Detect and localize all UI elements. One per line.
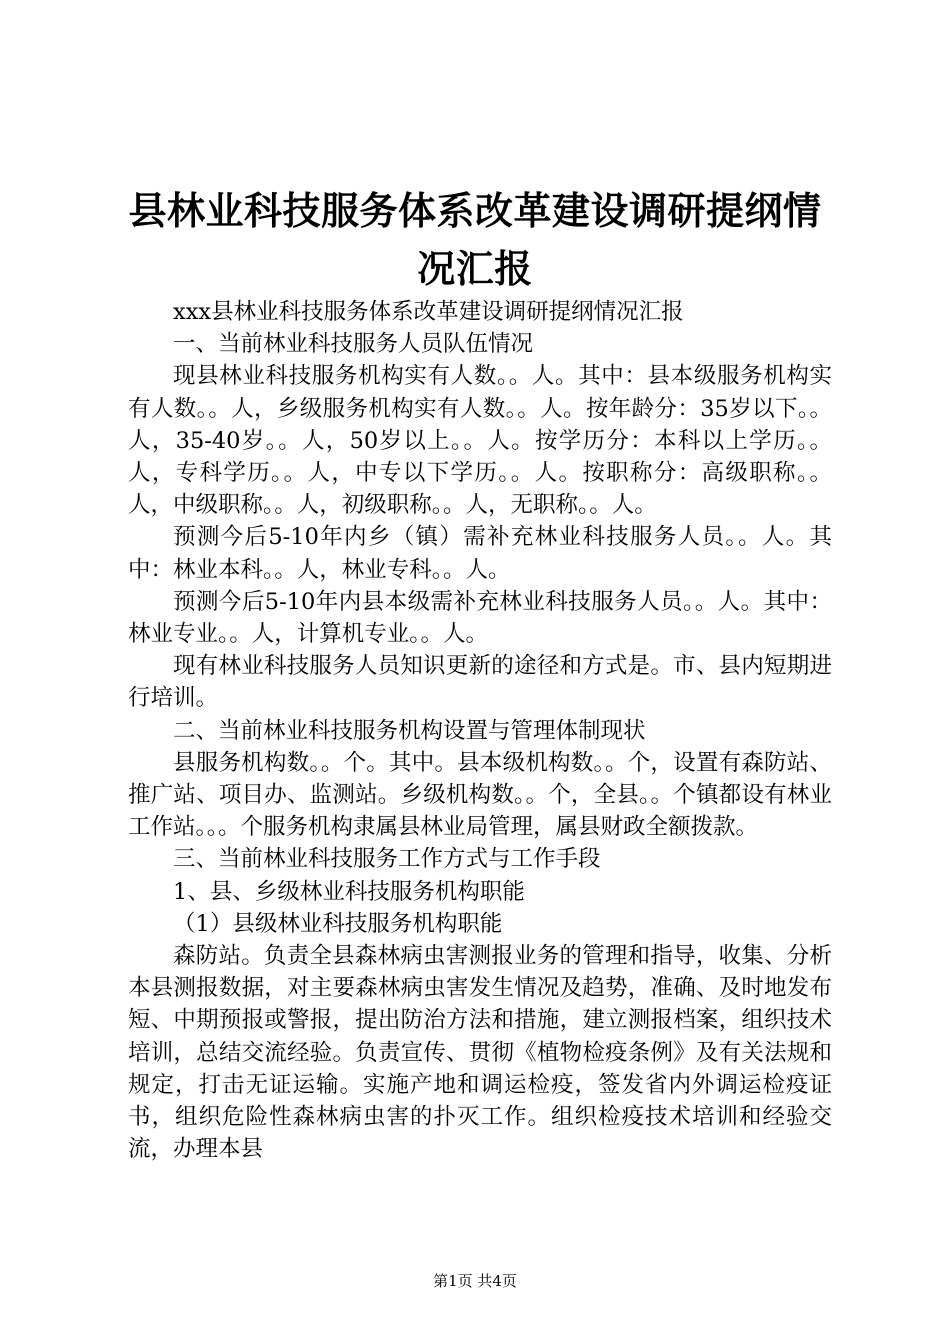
paragraph: 预测今后5-10年内乡（镇）需补充林业科技服务人员。。人。其中：林业本科。。人，林业专科。。人。	[128, 524, 832, 583]
section-heading-2: 二、当前林业科技服务机构设置与管理体制现状	[173, 717, 646, 744]
paragraph: 现县林业科技服务机构实有人数。。人。其中：县本级服务机构实有人数。。人，乡级服务机构实有人数。。人。按年龄分：35岁以下。。人，35-40岁。。人，50岁以上。。人。按学历分：本科以上学历。。人，专科学历。。人，中专以下学历。。人。按职称分：高级职称。。人，中级职称。。人，初级职称。。人，无职称。。人。	[128, 363, 832, 519]
subsection-heading: （1）县级林业科技服务机构职能	[173, 910, 503, 937]
paragraph: 现有林业科技服务人员知识更新的途径和方式是。市、县内短期进行培训。	[128, 653, 832, 712]
paragraph: 森防站。负责全县森林病虫害测报业务的管理和指导，收集、分析本县测报数据，对主要森林病虫害发生情况及趋势，准确、及时地发布短、中期预报或警报，提出防治方法和措施，建立测报档案，组织技术培训，总结交流经验。负责宣传、贯彻《植物检疫条例》及有关法规和规定，打击无证运输。实施产地和调运检疫，签发省内外调运检疫证书，组织危险性森林病虫害的扑灭工作。组织检疫技术培训和经验交流，办理本县	[128, 943, 832, 1163]
page-number-footer: 第1页 共4页	[433, 1272, 517, 1290]
paragraph-report-heading: xxx县林业科技服务体系改革建设调研提纲情况汇报	[173, 299, 684, 325]
paragraph: 预测今后5-10年内县本级需补充林业科技服务人员。。人。其中：林业专业。。人，计算机专业。。人。	[128, 588, 832, 648]
document-body	[128, 296, 832, 1165]
section-heading-3: 三、当前林业科技服务工作方式与工作手段	[173, 846, 601, 873]
document-title: 县林业科技服务体系改革建设调研提纲情况汇报	[128, 188, 822, 291]
paragraph: 县服务机构数。。个。其中。县本级机构数。。个，设置有森防站、推广站、项目办、监测站。乡级机构数。。个，全县。。个镇都设有林业工作站。。。个服务机构隶属县林业局管理，属县财政全额拨款。	[128, 749, 832, 841]
section-heading-1: 一、当前林业科技服务人员队伍情况	[173, 331, 534, 358]
subsection-heading: 1、县、乡级林业科技服务机构职能	[173, 878, 525, 905]
